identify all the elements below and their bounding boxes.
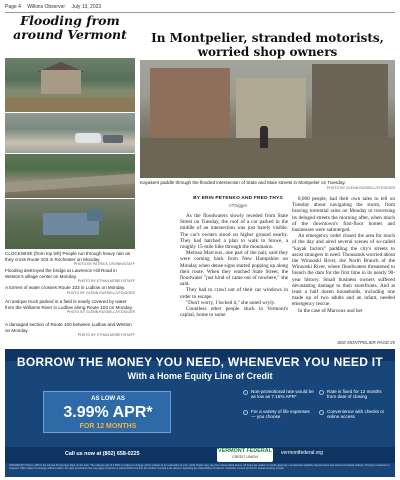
right-photo-caption	[140, 180, 395, 191]
paragraph: 8,000 people, had their own tales to tell on Tuesday about navigating the storm, from braving torrential rains on Monday to traversing its deluged streets the morning after, when much of the downtown's first-floor homes and businesses were submerged.	[292, 196, 395, 234]
photo-credit: PHOTO BY ETHAN MOREY/STAFF	[77, 279, 135, 284]
byline	[180, 196, 296, 208]
paragraph: They had to crawl out of their car windows in order to escape.	[180, 287, 288, 300]
ad-call-line: Call us now at (802) 658-0225	[65, 451, 140, 457]
byline-names: BY ERIN PETENKO AND FRED THYS	[193, 196, 283, 201]
ad-feature: Rate is fixed for 12 months from date of closing	[319, 389, 391, 400]
caption-text: A damaged section of Route 100 between Ludlow and Weston on Monday.	[5, 322, 132, 333]
story-column-2	[292, 196, 395, 314]
photo-antique-truck	[5, 199, 135, 249]
caption-text: CLOCKWISE (from top left) People run through heavy rain as they cross Route 103 in Rochester on Monday.	[5, 251, 131, 262]
paragraph: In the case of Marcoux and her	[298, 307, 363, 314]
check-icon	[319, 410, 324, 415]
ad-feature: Convenience with checks or online access	[319, 409, 391, 420]
story-column-1	[180, 213, 288, 318]
byline-org: VTDigger	[228, 203, 248, 208]
ad-feature: Non-promotional rate would be as low as 7.15% APR*	[243, 389, 315, 400]
story-jump-line: SEE MONTPELIER PAGE 25	[337, 340, 395, 345]
ad-feature: For a variety of life expenses — you choose	[243, 409, 315, 420]
paragraph: An emergency order closed the area for much of the day and aired several scenes of so-called "kayak factors" paddling the city's streets to assist strangers in need. Thousands worried about the Winooski River, the North Branch of the Winooski River, where floodwaters threatened to breach the dam for the first time in its nearly 90-year history. Small business owners suffered devastating damage to their storefronts. And at least a half dozen households, including one made up of two adults and an infant, needed emergency rescue.	[292, 233, 395, 308]
check-icon	[243, 410, 248, 415]
caption-text: An antique truck parked in a field is nearly covered by water from the Williams River in Ludlow along Route 103 on Monday.	[5, 299, 133, 310]
ad-headline: BORROW THE MONEY YOU NEED, WHENEVER YOU NEED IT	[16, 355, 384, 369]
left-headline: Flooding from around Vermont	[13, 13, 127, 42]
rate-prefix: AS LOW AS	[91, 396, 125, 402]
photo-credit: PHOTO BY GLENN RUSSELL/VTDIGGER	[66, 290, 135, 295]
credit-union-ad	[5, 349, 395, 477]
photo-ludlow-torrent	[5, 154, 135, 198]
ad-bottom-band	[5, 447, 395, 463]
check-icon	[319, 390, 324, 395]
left-caption-2	[5, 268, 135, 285]
paragraph: Melissa Marcoux, one part of the pair, said they were coming back from New Hampshire on Monday when dense signs started popping up along their route. When they reached State Street, the floodwater "just kind of came out of nowhere," she said.	[180, 250, 288, 288]
page-folio	[5, 4, 395, 13]
left-caption-1	[5, 251, 135, 268]
rate-value: 3.99% APR*	[63, 404, 153, 421]
caption-text: Flooding destroyed the bridge at Lawrence Hill Road in Weston's village center on Monday.	[5, 268, 117, 279]
photo-rochester-rain	[5, 58, 135, 112]
paragraph: Countless other people stuck in Vermont's capital, home to some	[180, 306, 288, 319]
photo-montpelier-kayakers	[140, 60, 395, 178]
caption-text: A torrent of water crosses Route 103 in Ludlow on Monday.	[5, 285, 126, 290]
check-icon	[243, 390, 248, 395]
issue-date: July 13, 2023	[71, 4, 102, 10]
paragraph: As the floodwaters slowly receded from State Street on Tuesday, the roof of a car parked in the middle of an intersection was just barely visible. The car's owners stood on higher ground nearby. They had hatched a plan to walk to Stowe, a roughly 15-mile hike through the mountains.	[180, 213, 288, 251]
left-story	[5, 14, 135, 42]
page-number: Page 4	[5, 4, 21, 10]
rate-box	[43, 391, 171, 433]
paper-name: Wilkins Observer	[27, 4, 66, 10]
photo-credit: PHOTO BY ETHAN MOREY/STAFF	[77, 333, 135, 338]
credit-union-logo: VERMONT FEDERAL CREDIT UNION	[217, 448, 273, 462]
left-caption-3	[5, 285, 135, 296]
ad-subhead: With a Home Equity Line of Credit	[127, 371, 273, 381]
left-caption-5	[5, 322, 135, 339]
photo-credit: PHOTO BY GLENN RUSSELL/VTDIGGER	[326, 185, 395, 190]
ad-fine-print: INSURED BY NCUA. APR is the Annual Percentage Rate on the loan. The interest rate of 3.99% is subject to change and is subject to an evaluation of your credit. Rates may vary from those listed above. All loans are subject to credit approval, membership eligibility requirements and Vermont Federal policies. Property insurance is required. Offer subject to change without notice. An early termination fee may apply if the line is closed within the first 36 months. Consult a tax advisor regarding the deductibility of interest. Federally insured by NCUA. Equal Housing Lender.	[9, 464, 390, 471]
left-caption-4	[5, 299, 135, 316]
paragraph: "Don't worry, I locked it," she noted wryly.	[186, 299, 276, 306]
photo-credit: PHOTO BY GLENN RUSSELL/VTDIGGER	[66, 310, 135, 315]
rate-term: FOR 12 MONTHS	[79, 423, 137, 430]
photo-credit: PHOTO BY PATRICK CRONIN/STAFF	[73, 262, 135, 267]
right-headline: In Montpelier, stranded motorists, worried shop owners	[151, 31, 384, 59]
ad-website: vermontfederal.org	[281, 450, 323, 456]
caption-text: Kayakers paddle through the flooded intersection of State and Main streets in Montpelier on Tuesday.	[140, 180, 346, 185]
photo-weston-bridge	[5, 113, 135, 153]
